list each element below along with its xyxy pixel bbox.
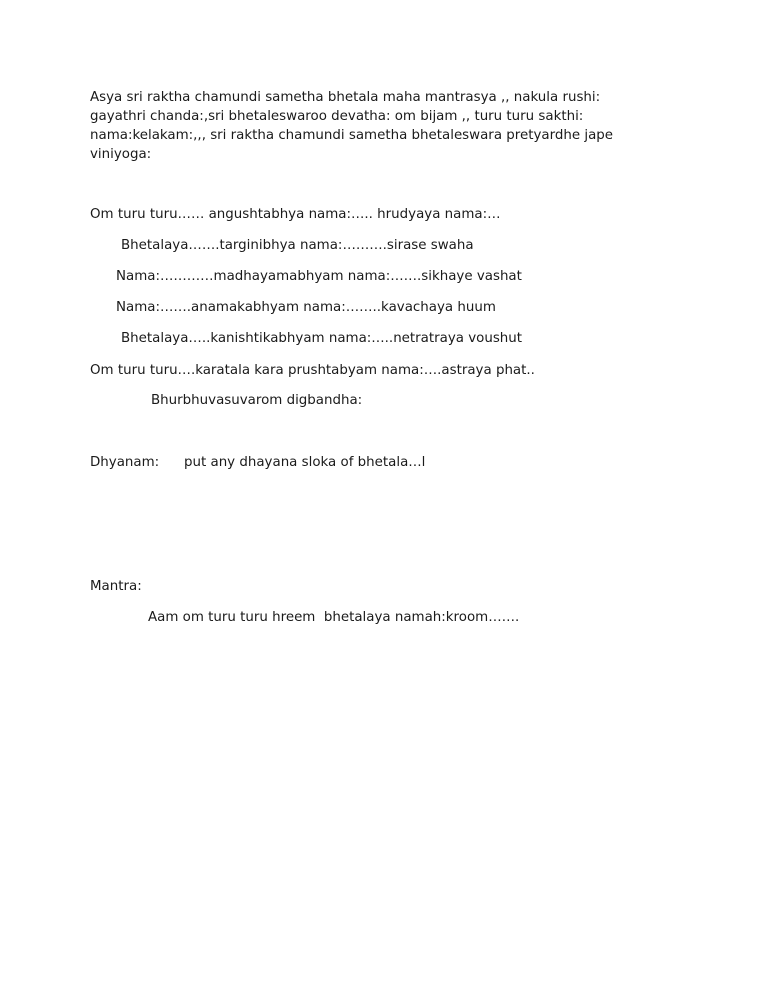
nyasa-line: Bhetalaya…..kanishtikabhyam nama:…..netratraya voushut xyxy=(121,331,523,346)
nyasa-line: Nama:…………madhayamabhyam nama:…….sikhaye vashat xyxy=(116,269,522,284)
mantra-label: Mantra: xyxy=(90,579,142,594)
mantra-text: Aam om turu turu hreem bhetalaya namah:kroom……. xyxy=(148,610,520,625)
nyasa-line: Bhetalaya…….targinibhya nama:……….sirase swaha xyxy=(121,238,474,253)
intro-line: Asya sri raktha chamundi sametha bhetala maha mantrasya ,, nakula rushi: xyxy=(90,90,601,105)
nyasa-line: Om turu turu…… angushtabhya nama:….. hrudyaya nama:… xyxy=(90,207,501,222)
intro-line: nama:kelakam:,,, sri raktha chamundi sametha bhetaleswara pretyardhe jape xyxy=(90,128,614,143)
intro-line: viniyoga: xyxy=(90,147,152,162)
nyasa-line: Nama:…….anamakabhyam nama:……..kavachaya huum xyxy=(116,300,496,315)
dhyanam-text: put any dhayana sloka of bhetala…l xyxy=(184,455,426,470)
nyasa-line: Om turu turu….karatala kara prushtabyam nama:….astraya phat.. xyxy=(90,363,535,378)
intro-line: gayathri chanda:,sri bhetaleswaroo devatha: om bijam ,, turu turu sakthi: xyxy=(90,109,584,124)
dhyanam-label: Dhyanam: xyxy=(90,455,160,470)
digbandha-line: Bhurbhuvasuvarom digbandha: xyxy=(151,393,363,408)
intro-paragraph xyxy=(90,88,650,164)
